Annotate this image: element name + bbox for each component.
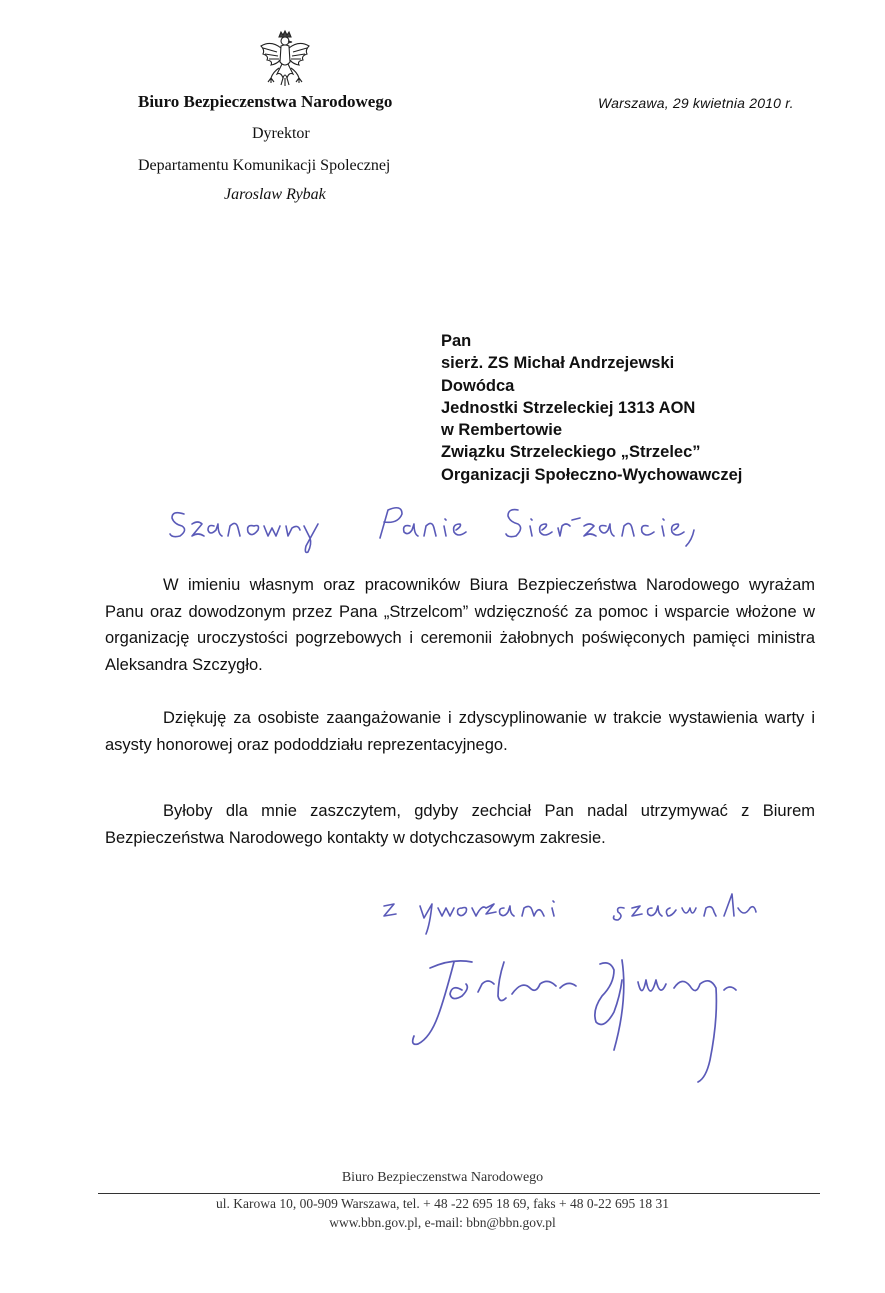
letter-paragraph [105,572,815,678]
addressee-line: Jednostki Strzeleckiej 1313 AON [441,398,696,417]
addressee-block [441,330,742,486]
addressee-line: sierż. ZS Michał Andrzejewski [441,354,675,373]
paragraph-text: Byłoby dla mnie zaszczytem, gdyby zechciał Pan nadal utrzymywać z Biurem Bezpieczeństwa Narodowego kontakty w dotychczasowym zakresie. [105,802,815,847]
footer-organization: Biuro Bezpieczenstwa Narodowego [341,1170,544,1185]
paragraph-text: W imieniu własnym oraz pracowników Biura Bezpieczeństwa Narodowego wyrażam Panu oraz dowodzonym przez Pana „Strzelcom” wdzięczność za pomoc i wsparcie włożone w organizację uroczystości pogrzebowych i ceremonii żałobnych poświęconych pamięci ministra Aleksandra Szczygło. [105,576,815,674]
letter-date: Warszawa, 29 kwietnia 2010 r. [598,95,794,111]
footer-address: ul. Karowa 10, 00-909 Warszawa, tel. + 48 -22 695 18 69, faks + 48 0-22 695 18 31 [216,1196,669,1211]
addressee-line: w Rembertowie [441,421,563,440]
sender-position: Dyrektor [252,125,310,142]
sender-person: Jaroslaw Rybak [224,186,326,203]
sender-organization: Biuro Bezpieczenstwa Narodowego [138,92,393,111]
sender-department: Departamentu Komunikacji Spolecznej [138,157,391,174]
footer-contact: www.bbn.gov.pl, e-mail: bbn@bbn.gov.pl [329,1215,556,1230]
paragraph-text: Dziękuję za osobiste zaangażowanie i zdyscyplinowanie w trakcie wystawienia warty i asysty honorowej oraz pododdziału reprezentacyjnego. [105,709,815,754]
addressee-line: Organizacji Społeczno-Wychowawczej [441,465,743,484]
addressee-line: Związku Strzeleckiego „Strzelec” [441,443,701,462]
eagle-emblem-icon [257,28,313,88]
handwritten-greeting [166,496,706,556]
signature [400,940,760,1085]
addressee-line: Dowódca [441,376,515,395]
addressee-line: Pan [441,332,472,350]
letter-paragraph [105,798,815,851]
handwritten-closing [380,890,780,940]
letter-paragraph [105,705,815,758]
footer-divider [98,1193,820,1194]
